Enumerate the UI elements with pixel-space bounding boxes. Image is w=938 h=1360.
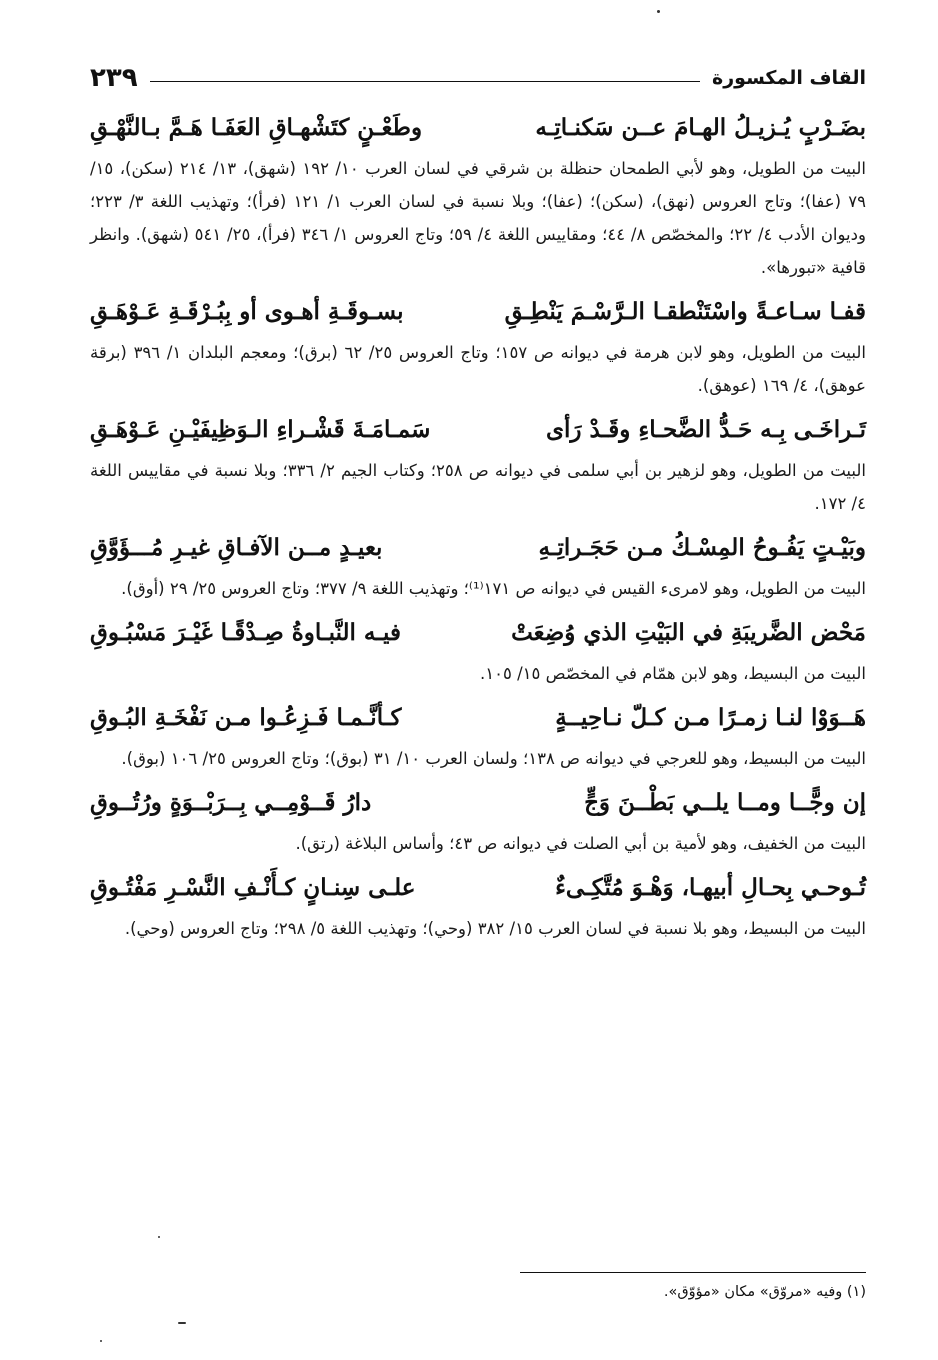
verse-first-hemistich: هَــوَوْا لنـا زمـرًا مـن كـلّ نـاحِيــةٍ <box>555 704 866 731</box>
verse-second-hemistich: علـى سِنـانٍ كـأَنْـفِ النَّسْـرِ مَفْتُـوقِ <box>90 874 416 901</box>
verse-first-hemistich: وبَيْـتٍ يَفُـوحُ المِسْـكُ مـن حَجَـراتِـهِ <box>538 534 866 561</box>
scan-speck <box>178 1322 186 1324</box>
scan-speck <box>100 1340 102 1342</box>
verse-first-hemistich: قفـا سـاعـةً واسْتَنْطقـا الـرَّسْـمَ يَنْطِـقِ <box>504 298 866 325</box>
verse-line <box>90 112 866 152</box>
verse-second-hemistich: سَمـامَـةَ قَشْـراءِ الـوَظِيفَيْـنِ عَـوْهَـقِ <box>90 416 431 443</box>
verse-first-hemistich: تَـراخَـى بِـه حَـدُّ الضَّحـاءِ وقَـدْ رَأى <box>545 416 866 443</box>
verse-line <box>90 702 866 742</box>
header-rule <box>150 81 700 82</box>
verse-first-hemistich: مَحْض الضَّريبَةِ في البَيْتِ الذي وُضِعَتْ <box>511 619 866 646</box>
verse-list <box>90 112 866 957</box>
verse-second-hemistich: بعيـدٍ مــن الآفـاقِ غيـرِ مُـــؤَوَّقِ <box>90 534 383 561</box>
verse-note: البيت من البسيط، وهو للعرجي في ديوانه ص ١٣٨؛ ولسان العرب ١٠/ ٣١ (بوق)؛ وتاج العروس ٢٥/ ١٠٦ (بوق). <box>121 749 866 768</box>
scan-speck <box>158 1236 160 1238</box>
verse-line <box>90 872 866 912</box>
verse-entry <box>90 702 866 775</box>
verse-line <box>90 787 866 827</box>
verse-second-hemistich: كـأنَّـمـا فَـزِعُـوا مـن نَفْخَـةِ البُـوقِ <box>90 704 402 731</box>
footnote: (١) وفيه «مروّق» مكان «مؤوّق». <box>663 1284 866 1300</box>
verse-note: البيت من الطويل، وهو لأبي الطمحان حنظلة بن شرقي في لسان العرب ١٠/ ١٩٢ (شهق)، ١٣/ ٢١٤ (سكن)، ١٥/ ٧٩ (عفا)؛ وتاج العروس (نهق)، (سكن)؛ (عفا)؛ وبلا نسبة في لسان العرب ١/ ١٢١ (فرأ)؛ وتهذيب اللغة ٣/ ٢٢٣؛ وديوان الأدب ٤/ ٢٢؛ والمخصّص ٨/ ٤٤؛ ومقاييس اللغة ٤/ ٥٩؛ وتاج العروس ١/ ٣٤٦ (فرأ)، ٢٥/ ٥٤١ (شهق). وانظر قافية «تبورها». <box>90 159 866 277</box>
verse-note: البيت من الخفيف، وهو لأمية بن أبي الصلت في ديوانه ص ٤٣؛ وأساس البلاغة (رتق). <box>295 834 866 853</box>
verse-first-hemistich: تُـوحـي بِحـالِ أبيهـا، وَهْـوَ مُتَّكِـىءٌ <box>555 874 866 901</box>
page-number: ٢٣٩ <box>90 63 138 93</box>
verse-second-hemistich: دارُ قَــوْمِــي بِــرَبْــوَةٍ ورُتُــوقِ <box>90 789 372 816</box>
verse-entry <box>90 617 866 690</box>
chapter-title: القاف المكسورة <box>712 67 866 89</box>
verse-entry <box>90 296 866 402</box>
verse-line <box>90 617 866 657</box>
verse-entry <box>90 872 866 945</box>
verse-line <box>90 296 866 336</box>
verse-second-hemistich: فيـه النَّبـاوةُ صِـدْقًـا غَيْـرَ مَسْبُـوقِ <box>90 619 401 646</box>
verse-note: البيت من الطويل، وهو لابن هرمة في ديوانه ص ١٥٧؛ وتاج العروس ٢٥/ ٦٢ (برق)؛ ومعجم البلدان ١/ ٣٩٦ (برقة عوهق)، ٤/ ١٦٩ (عوهق). <box>90 343 866 395</box>
verse-second-hemistich: وطَعْـنٍ كتَشْهـاقِ العَفَـا هَـمَّ بـالنَّهْـقِ <box>90 114 423 141</box>
verse-line <box>90 414 866 454</box>
verse-first-hemistich: بضَـرْبٍ يُـزيـلُ الهـامَ عــن سَكنـاتِـه <box>535 114 866 141</box>
verse-note: البيت من الطويل، وهو لامرىء القيس في ديوانه ص ١٧١⁽¹⁾؛ وتهذيب اللغة ٩/ ٣٧٧؛ وتاج العروس ٢٥/ ٢٩ (أوق). <box>121 579 866 598</box>
verse-second-hemistich: بسـوقَـةِ أهـوى أو بِبُـرْقَـةِ عَـوْهَـقِ <box>90 298 404 325</box>
verse-entry <box>90 787 866 860</box>
page-header <box>90 58 866 98</box>
verse-entry <box>90 532 866 605</box>
verse-note: البيت من البسيط، وهو لابن همّام في المخصّص ١٥/ ١٠٥. <box>480 664 866 683</box>
verse-first-hemistich: إن وجًّــا ومــا يلــي بَطْــنَ وَجٍّ <box>584 789 866 816</box>
footnote-divider <box>520 1272 866 1273</box>
verse-note: البيت من الطويل، وهو لزهير بن أبي سلمى في ديوانه ص ٢٥٨؛ وكتاب الجيم ٢/ ٣٣٦؛ وبلا نسبة في مقاييس اللغة ٤/ ١٧٢. <box>90 461 866 513</box>
verse-entry <box>90 414 866 520</box>
verse-entry <box>90 112 866 284</box>
scan-speck <box>657 10 660 13</box>
verse-note: البيت من البسيط، وهو بلا نسبة في لسان العرب ١٥/ ٣٨٢ (وحي)؛ وتهذيب اللغة ٥/ ٢٩٨؛ وتاج العروس (وحي). <box>124 919 866 938</box>
verse-line <box>90 532 866 572</box>
